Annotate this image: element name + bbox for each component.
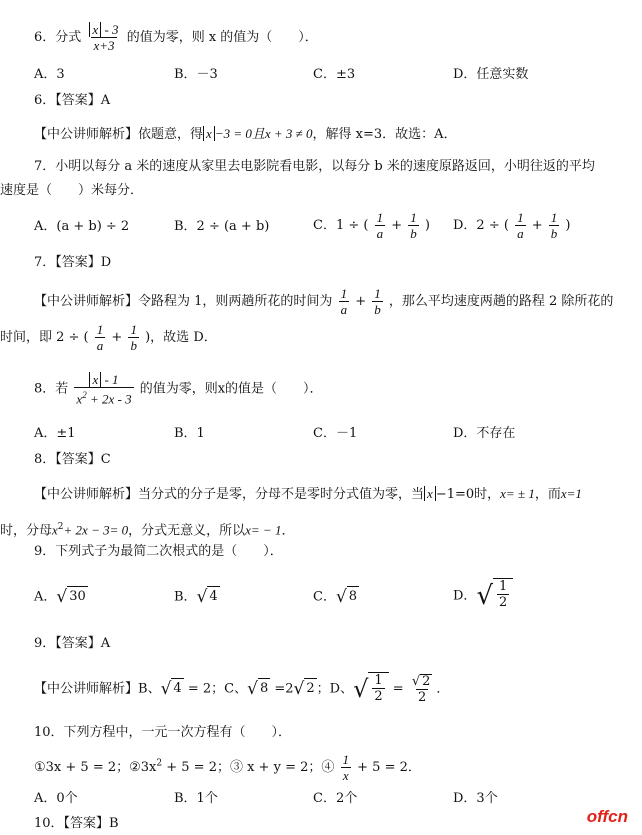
q8-den-sup: 2	[82, 390, 87, 400]
q7-d-frac-a	[515, 210, 526, 241]
q7-d-plus: +	[531, 218, 543, 233]
q10-answer: 10．【答案】B	[34, 816, 119, 831]
q7-explain-frac-a	[339, 286, 350, 317]
q8-explain-2c: + 2x − 3= 0	[63, 522, 129, 538]
q7-explain2-frac-a-den: a	[96, 338, 104, 353]
q6-stem	[34, 22, 318, 53]
q7-stem-line2: 速度是（ ）米每分．	[0, 183, 144, 198]
q7-explain-label: 【中公讲师解析】	[34, 294, 139, 309]
q8-explain-2sup: 2	[57, 522, 64, 532]
q8-explain-abs: x	[424, 486, 436, 501]
q9-option-a-sqrt: √ 30	[56, 587, 86, 607]
q9-explain-h-num: 1	[374, 673, 383, 688]
q6-answer: 6．【答案】A	[34, 93, 111, 108]
q8-den-b: + 2x - 3	[86, 391, 132, 407]
q9-explain-i: =	[388, 681, 408, 697]
q9-option-c-label: C．	[313, 589, 336, 605]
q7-d-frac-b	[549, 210, 560, 241]
q9-explain-c: = 2；C、	[183, 681, 248, 697]
q9-option-b-label: B．	[174, 589, 197, 605]
q9-option-c-sqrt: √ 8	[335, 587, 358, 607]
q7-answer: 7．【答案】D	[34, 255, 112, 270]
q8-explain-b: −1=0时，	[435, 487, 501, 502]
q7-c-frac-b-den: b	[410, 226, 417, 241]
q8-explanation-line1	[34, 485, 582, 504]
q6-explain-label: 【中公讲师解析】	[34, 127, 139, 142]
q10-eq-2: + 5 = 2；③ x + y = 2；④	[162, 760, 335, 775]
q7-c-frac-a-num: 1	[376, 210, 384, 225]
q6-option-b: B．－3	[174, 67, 218, 82]
q8-explain-2f: ．	[281, 523, 295, 539]
q6-num-abs: x	[89, 22, 101, 37]
q6-option-d: D．任意实数	[453, 67, 529, 82]
q9-explain-j-num: 2	[422, 673, 431, 689]
q7-explanation-line1	[34, 286, 613, 317]
q7-explain-frac-b	[372, 286, 383, 317]
q6-option-c: C．±3	[313, 67, 356, 82]
q8-tail: 的值为零，则x的值是（ ）．	[139, 381, 323, 397]
q10-option-c: C．2个	[313, 791, 358, 806]
q7-explain-b: ，那么平均速度两趟的路程 2 除所花的	[388, 294, 614, 309]
q7-option-c-lead: C．1 ÷ (	[313, 218, 369, 233]
q8-den-a: x	[76, 391, 83, 407]
q9-option-d-num: 1	[499, 579, 508, 594]
q9-explain-j-den: 2	[417, 689, 427, 705]
q9-explain-sqrt8: √ 8	[247, 679, 269, 699]
q8-answer: 8．【答案】C	[34, 452, 111, 467]
q7-explain-2a: 时间，即 2 ÷ (	[0, 330, 89, 345]
q10-eq-sup: 2	[156, 758, 163, 769]
q9-explain-result: √ 2 2	[411, 673, 431, 705]
q10-equations	[34, 752, 421, 783]
q8-num-rest: - 1	[101, 372, 119, 387]
offcn-logo: offcn	[586, 807, 628, 826]
q7-option-d-lead: D．2 ÷ (	[453, 218, 509, 233]
q7-option-d	[453, 210, 570, 241]
q9-option-b-radicand: 4	[207, 586, 219, 608]
q9-option-d	[453, 578, 513, 614]
q9-explain-a: B、	[138, 681, 161, 697]
q10-stem: 10．下列方程中，一元一次方程有（ ）．	[34, 725, 292, 740]
q7-explain-frac-a-den: a	[340, 302, 348, 317]
q10-eq-fraction	[341, 752, 352, 783]
q6-den: x+3	[93, 38, 115, 53]
q7-d-frac-a-num: 1	[517, 210, 524, 225]
q9-option-a-radicand: 30	[67, 586, 88, 608]
q7-c-close: )	[424, 218, 430, 233]
q7-c-frac-b	[408, 210, 419, 241]
q7-explain2-frac-b-num: 1	[130, 322, 137, 337]
q9-explain-h-den: 2	[374, 689, 383, 704]
q9-option-b	[174, 586, 220, 608]
q7-explain2-plus: +	[111, 330, 123, 345]
q7-explain2-frac-b	[128, 322, 139, 353]
q9-option-a	[34, 586, 88, 608]
q8-option-d: D．不存在	[453, 426, 516, 441]
q6-explanation	[34, 125, 457, 144]
q8-explain-label: 【中公讲师解析】	[34, 487, 139, 502]
q7-option-b: B．2 ÷ (a + b)	[174, 219, 270, 234]
q8-explanation-line2	[0, 518, 294, 540]
q9-explanation	[34, 672, 449, 706]
q8-fraction	[74, 372, 133, 406]
q9-explain-b: 4	[171, 678, 183, 700]
q7-explain2-frac-a-num: 1	[96, 322, 104, 337]
q7-c-frac-b-num: 1	[410, 210, 417, 225]
q9-stem: 9．下列式子为最简二次根式的是（ ）．	[34, 544, 283, 559]
q7-d-close: )	[565, 218, 571, 233]
q10-option-b: B．1个	[174, 791, 218, 806]
q6-explain-b: −3 = 0且	[214, 126, 265, 141]
q7-explain-2b: )，故选 D．	[145, 330, 217, 345]
q9-explain-k: ．	[436, 681, 450, 697]
q9-option-c	[313, 586, 359, 608]
q10-eq-frac-num: 1	[342, 752, 350, 767]
q7-d-frac-b-num: 1	[550, 210, 558, 225]
q6-explain-c: x + 3 ≠ 0	[264, 126, 313, 141]
q6-fraction	[87, 22, 120, 53]
q6-num-rest: - 3	[101, 22, 119, 37]
q9-explain-d: 8	[258, 678, 270, 700]
q8-option-a: A．±1	[34, 426, 76, 441]
q8-option-b: B．1	[174, 426, 205, 441]
q9-explain-sqrt4: √ 4	[160, 679, 182, 699]
q9-explain-e: =2	[270, 681, 294, 697]
q7-c-frac-a	[375, 210, 386, 241]
q6-explain-abs: x	[203, 126, 215, 141]
q8-num-abs: x	[89, 372, 101, 387]
q9-option-c-radicand: 8	[347, 586, 359, 608]
q8-explain-d: ，而	[534, 487, 561, 502]
q10-eq-frac-den: x	[342, 768, 349, 783]
q7-explain-a: 令路程为 1，则两趟所花的时间为	[138, 294, 333, 309]
q7-c-frac-a-den: a	[376, 226, 384, 241]
q8-explain-2b: x	[52, 522, 58, 538]
q9-explain-sqrt2: √ 2	[293, 679, 315, 699]
q6-explain-d: ，解得 x=3．故选：A．	[312, 127, 457, 142]
q7-explain2-frac-a	[95, 322, 106, 353]
q7-d-frac-a-den: a	[517, 226, 524, 241]
q8-lead: 8．若	[34, 381, 69, 397]
q7-d-frac-b-den: b	[550, 226, 558, 241]
q7-explain-frac-b-num: 1	[374, 286, 381, 301]
q8-explain-2a: 时，分母	[0, 523, 53, 539]
q9-explain-f: 2	[304, 678, 316, 700]
q9-explain-sqrt-half: √ $\frac{1}{2}$	[353, 672, 389, 706]
q6-explain-a: 依题意，得	[138, 127, 204, 142]
q8-explain-e: x=1	[560, 486, 582, 501]
q6-option-a: A．3	[34, 67, 65, 82]
q7-explain-plus: +	[355, 294, 367, 309]
q6-lead: 6．分式	[34, 30, 82, 45]
q9-option-b-sqrt: √ 4	[196, 587, 218, 607]
q9-answer: 9．【答案】A	[34, 636, 111, 651]
q7-explain-frac-a-num: 1	[340, 286, 348, 301]
q8-explain-c: x= ± 1	[500, 486, 535, 501]
q10-option-a: A．0个	[34, 791, 78, 806]
q8-explain-2d: ，分式无意义，所以	[128, 523, 246, 539]
q10-eq-3: + 5 = 2．	[353, 760, 421, 775]
q8-explain-a: 当分式的分子是零，分母不是零时分式值为零，当	[138, 487, 425, 502]
q7-explain-frac-b-den: b	[374, 302, 381, 317]
q9-option-d-label: D．	[453, 588, 477, 604]
q9-explain-label: 【中公讲师解析】	[34, 681, 139, 697]
q7-option-c	[313, 210, 430, 241]
q9-option-a-label: A．	[34, 589, 57, 605]
q7-c-plus: +	[391, 218, 403, 233]
q10-eq-1: ①3x + 5 = 2；②3x	[34, 760, 157, 775]
q9-option-d-sqrt: √ $\frac{1}{2}$	[476, 578, 513, 614]
q6-tail: 的值为零，则 x 的值为（ ）．	[126, 30, 318, 45]
q9-explain-g: ；D、	[316, 681, 354, 697]
q7-stem-line1: 7．小明以每分 a 米的速度从家里去电影院看电影，以每分 b 米的速度原路返回，小明往返的平均	[34, 159, 595, 174]
q7-explanation-line2	[0, 322, 217, 353]
q8-option-c: C．－1	[313, 426, 358, 441]
q8-explain-2e: x= − 1	[245, 522, 282, 538]
q8-stem	[34, 372, 323, 406]
q9-option-d-den: 2	[499, 595, 508, 610]
q7-option-a: A．(a + b) ÷ 2	[34, 219, 130, 234]
q10-option-d: D．3个	[453, 791, 498, 806]
q7-explain2-frac-b-den: b	[130, 338, 137, 353]
